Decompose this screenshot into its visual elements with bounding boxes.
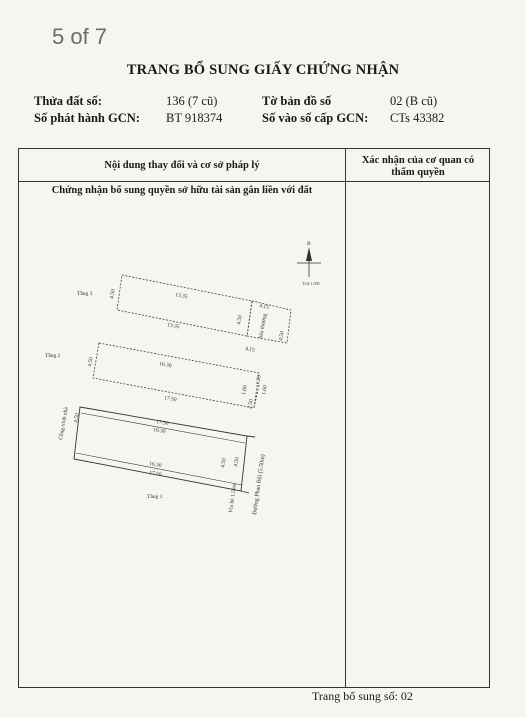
floor3-dim-bottom: 13.35	[166, 322, 180, 331]
floor3-ext-bottom: 4.15	[244, 346, 256, 354]
subheading: Chứng nhận bổ sung quyền sở hữu tài sản gắn liền với đất	[51, 185, 313, 196]
document-title: TRANG BỔ SUNG GIẤY CHỨNG NHẬN	[126, 62, 400, 78]
right-column-header	[345, 155, 491, 179]
floor2-dim-right4: 1.60	[261, 384, 269, 396]
floor1-dim-top-inner: 16.30	[152, 427, 166, 436]
floor2-dim-right1: 1.60	[241, 384, 249, 396]
floor1-label: Tầng 1	[147, 494, 163, 500]
north-label: B	[307, 241, 311, 247]
floor2-dim-left: 4.50	[87, 356, 95, 368]
north-arrow-icon	[297, 247, 321, 277]
floor3-dim-left: 4.50	[109, 288, 117, 300]
registry-value: CTs 43382	[390, 111, 445, 125]
issue-no-value: BT 918374	[166, 111, 223, 125]
road-label: Đường Phan Bội (5.50m)	[252, 453, 267, 516]
column-divider	[345, 149, 346, 687]
map-sheet-label: Tờ bản đồ số	[262, 94, 332, 108]
floor1-dim-bottom-inner: 16.30	[148, 461, 162, 470]
floor1-side-label: Công trình nhà	[58, 406, 70, 441]
floor2-dim-top: 16.30	[158, 361, 172, 370]
parcel-value: 136 (7 cũ)	[166, 94, 218, 108]
floor1-dim-bottom-outer: 17.50	[148, 470, 162, 479]
floor-plan-drawing	[19, 195, 345, 555]
map-sheet-value: 02 (B cũ)	[390, 94, 438, 108]
floor1-dim-left: 4.50	[73, 412, 81, 424]
right-header-line1: Xác nhận của cơ quan có	[361, 155, 475, 166]
floor3-ext-side: 4.50	[278, 330, 286, 342]
registry-label: Số vào số cấp GCN:	[262, 111, 369, 125]
floor3-ext-top: 4.15	[258, 303, 270, 311]
scale-label: Tỉ lệ 1:500	[302, 281, 320, 286]
floor3-dim-right: 4.50	[236, 314, 244, 326]
right-header-line2: thẩm quyền	[391, 167, 445, 178]
floor3-balcony-label: Sân thượng	[258, 313, 269, 340]
floor2-dim-right2: 1.20	[255, 374, 263, 386]
left-column-header: Nội dung thay đổi và cơ sở pháp lý	[104, 160, 260, 171]
floor1-dim-right: 4.50	[220, 457, 228, 469]
page-counter: 5 of 7	[52, 24, 108, 49]
sidewalk-label: Vỉa hè 1.50m	[228, 482, 239, 514]
issue-no-label: Số phát hành GCN:	[34, 111, 140, 125]
header-divider	[19, 181, 489, 182]
floor2-dim-right3: 2.50	[247, 398, 255, 410]
floor1-dim-right-outer: 4.50	[233, 456, 241, 468]
floor2-dim-bottom: 17.50	[163, 395, 177, 404]
floor3-dim-top: 13.35	[174, 292, 188, 301]
floor2-label: Tầng 2	[45, 353, 61, 359]
parcel-label: Thửa đất số:	[34, 94, 102, 108]
change-table	[18, 148, 490, 688]
floor3-label: Tầng 3	[77, 291, 93, 297]
floor1-dim-top-outer: 17.50	[155, 419, 169, 428]
footer-page-number: Trang bổ sung số: 02	[312, 689, 413, 703]
